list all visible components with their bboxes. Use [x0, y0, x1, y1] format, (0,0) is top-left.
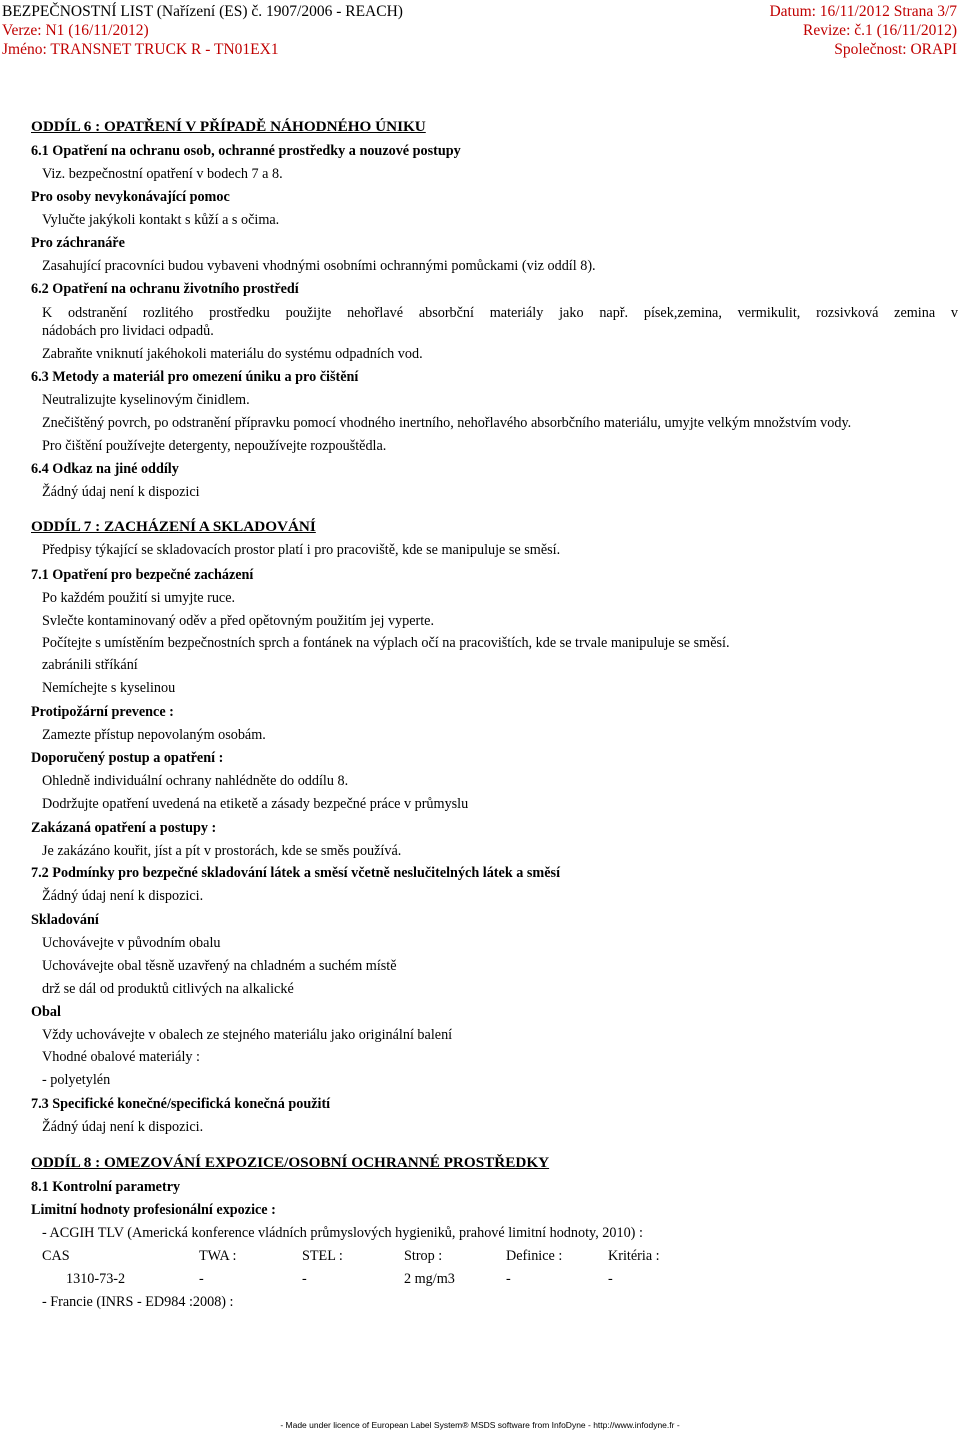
section-7-title: ODDÍL 7 : ZACHÁZENÍ A SKLADOVÁNÍ [31, 518, 316, 535]
header-row-1 [0, 2, 960, 21]
heading-6-4: 6.4 Odkaz na jiné oddíly [31, 461, 179, 477]
heading-non-emergency: Pro osoby nevykonávající pomoc [31, 189, 230, 205]
text-storage-1: Uchovávejte v původním obalu [42, 935, 221, 951]
text-7-1-c: Počítejte s umístěním bezpečnostních sprch a fontánek na výplach očí na pracovištích, kde se trvale manipuluje se směsí. [42, 635, 730, 651]
heading-forbidden: Zakázaná opatření a postupy : [31, 820, 217, 836]
company: Společnost: ORAPI [834, 41, 957, 58]
text-7-intro: Předpisy týkající se skladovacích prostor platí i pro pracoviště, kde se manipuluje se směsí. [42, 542, 561, 558]
heading-6-1: 6.1 Opatření na ochranu osob, ochranné prostředky a nouzové postupy [31, 143, 461, 159]
text-recommended-2: Dodržujte opatření uvedená na etiketě a zásady bezpečné práce v průmyslu [42, 796, 469, 812]
text-6-3-line3: Pro čištění používejte detergenty, nepoužívejte rozpouštědla. [42, 438, 387, 454]
heading-8-1: 8.1 Kontrolní parametry [31, 1179, 181, 1195]
text-storage-3: drž se dál od produktů citlivých na alkalické [42, 981, 294, 997]
section-8-title: ODDÍL 8 : OMEZOVÁNÍ EXPOZICE/OSOBNÍ OCHRANNÉ PROSTŘEDKY [31, 1154, 550, 1171]
table-cell-stel: - [302, 1271, 307, 1287]
text-responders: Zasahující pracovníci budou vybaveni vhodnými osobními ochrannými pomůckami (viz oddíl 8). [42, 258, 596, 274]
table-cell-criteria: - [608, 1271, 613, 1287]
document-header [0, 2, 960, 59]
date-and-page: Datum: 16/11/2012 Strana 3/7 [769, 3, 957, 20]
table-header-stel: STEL : [302, 1248, 343, 1264]
heading-exposure-limits: Limitní hodnoty profesionální expozice : [31, 1202, 276, 1218]
text-6-2-line3: Zabraňte vniknutí jakéhokoli materiálu do systému odpadních vod. [42, 346, 423, 362]
text-7-1-e: Nemíchejte s kyselinou [42, 680, 176, 696]
text-7-3: Žádný údaj není k dispozici. [42, 1119, 204, 1135]
text-forbidden: Je zakázáno kouřit, jíst a pít v prostorách, kde se směs používá. [42, 843, 402, 859]
text-6-2-line2: nádobách pro lividaci odpadů. [42, 323, 214, 339]
text-francie: - Francie (INRS - ED984 :2008) : [42, 1294, 234, 1310]
heading-fire-prevention: Protipožární prevence : [31, 704, 174, 720]
table-header-definition: Definice : [506, 1248, 563, 1264]
table-header-ceiling: Strop : [404, 1248, 443, 1264]
text-7-1-d: zabránili stříkání [42, 657, 138, 673]
text-6-4: Žádný údaj není k dispozici [42, 484, 200, 500]
table-cell-definition: - [506, 1271, 511, 1287]
heading-responders: Pro záchranáře [31, 235, 125, 251]
text-6-3-line1: Neutralizujte kyselinovým činidlem. [42, 392, 250, 408]
footer-licence: - Made under licence of European Label System® MSDS software from InfoDyne - http://www.infodyne.fr - [280, 1420, 680, 1430]
header-row-2 [0, 21, 960, 40]
section-6-title: ODDÍL 6 : OPATŘENÍ V PŘÍPADĚ NÁHODNÉHO ÚNIKU [31, 118, 426, 135]
text-7-1-b: Svlečte kontaminovaný oděv a před opětovným použitím jej vyperte. [42, 613, 435, 629]
heading-packaging: Obal [31, 1004, 61, 1020]
header-row-3 [0, 40, 960, 59]
revision: Revize: č.1 (16/11/2012) [803, 22, 957, 39]
text-acgih: - ACGIH TLV (Americká konference vládních průmyslových hygieniků, prahové limitní hodnoty, 2010) : [42, 1225, 643, 1241]
table-cell-cas: 1310-73-2 [66, 1271, 126, 1287]
product-name: Jméno: TRANSNET TRUCK R - TN01EX1 [2, 41, 279, 58]
heading-7-1: 7.1 Opatření pro bezpečné zacházení [31, 567, 254, 583]
text-fire-prevention: Zamezte přístup nepovolaným osobám. [42, 727, 266, 743]
text-6-1: Viz. bezpečnostní opatření v bodech 7 a 8. [42, 166, 283, 182]
version: Verze: N1 (16/11/2012) [2, 22, 149, 39]
document-title: BEZPEČNOSTNÍ LIST (Nařízení (ES) č. 1907/2006 - REACH) [2, 3, 403, 20]
text-packaging-2: Vhodné obalové materiály : [42, 1049, 200, 1065]
text-6-2-line1: K odstranění rozlitého prostředku použijte nehořlavé absorbční materiály jako např. písek,zemina, vermikulit, rozsivková zemina v [42, 305, 958, 321]
text-packaging-3: - polyetylén [42, 1072, 111, 1088]
heading-7-3: 7.3 Specifické konečné/specifická konečná použití [31, 1096, 331, 1112]
heading-recommended: Doporučený postup a opatření : [31, 750, 224, 766]
table-cell-twa: - [199, 1271, 204, 1287]
table-header-criteria: Kritéria : [608, 1248, 660, 1264]
heading-6-3: 6.3 Metody a materiál pro omezení úniku a pro čištění [31, 369, 359, 385]
heading-6-2: 6.2 Opatření na ochranu životního prostředí [31, 281, 299, 297]
text-packaging-1: Vždy uchovávejte v obalech ze stejného materiálu jako originální balení [42, 1027, 453, 1043]
table-header-twa: TWA : [199, 1248, 237, 1264]
heading-7-2: 7.2 Podmínky pro bezpečné skladování látek a směsí včetně neslučitelných látek a směsí [31, 865, 561, 881]
text-storage-2: Uchovávejte obal těsně uzavřený na chladném a suchém místě [42, 958, 397, 974]
table-header-cas: CAS [42, 1248, 70, 1264]
text-recommended-1: Ohledně individuální ochrany nahlédněte do oddílu 8. [42, 773, 349, 789]
text-non-emergency: Vylučte jakýkoli kontakt s kůží a s očima. [42, 212, 280, 228]
text-6-3-line2: Znečištěný povrch, po odstranění přípravku pomocí vhodného inertního, nehořlavého absorbčního materiálu, umyjte velkým množstvím vody. [42, 415, 852, 431]
text-7-1-a: Po každém použití si umyjte ruce. [42, 590, 236, 606]
text-7-2: Žádný údaj není k dispozici. [42, 888, 204, 904]
table-cell-ceiling: 2 mg/m3 [404, 1271, 455, 1287]
heading-storage: Skladování [31, 912, 99, 928]
